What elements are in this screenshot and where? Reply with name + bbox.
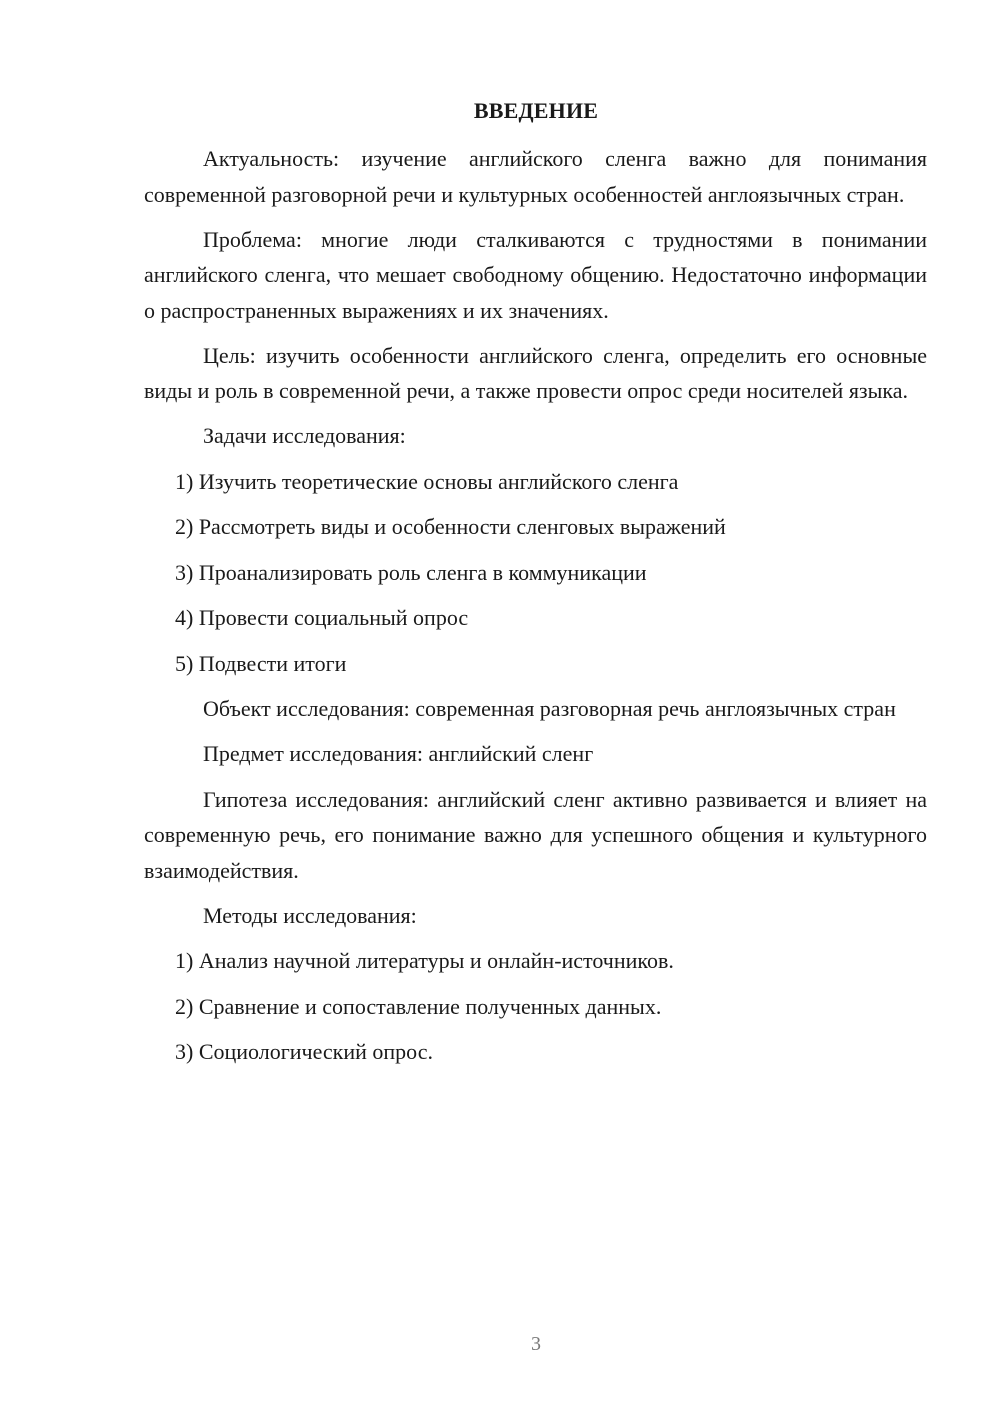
page-title: ВВЕДЕНИЕ	[473, 98, 599, 123]
paragraph-relevance: Актуальность: изучение английского сленга важно для понимания современной разговорной речи и культурных особенностей англоязычных стран.	[144, 146, 927, 207]
task-item-2: 2) Рассмотреть виды и особенности сленговых выражений	[175, 514, 726, 539]
task-item-4: 4) Провести социальный опрос	[175, 605, 469, 630]
methods-heading: Методы исследования:	[203, 902, 417, 928]
paragraph-goal: Цель: изучить особенности английского сленга, определить его основные виды и роль в современной речи, а также провести опрос среди носителей языка.	[144, 342, 927, 403]
page-body	[144, 141, 927, 1080]
paragraph-subject: Предмет исследования: английский сленг	[203, 741, 594, 766]
paragraph-hypothesis: Гипотеза исследования: английский сленг активно развивается и влияет на современную речь, его понимание важно для успешного общения и культурного взаимодействия.	[144, 786, 927, 883]
task-item-5: 5) Подвести итоги	[175, 650, 347, 676]
paragraph-object: Объект исследования: современная разговорная речь англоязычных стран	[203, 696, 896, 721]
task-item-1: 1) Изучить теоретические основы английского сленга	[175, 468, 679, 494]
method-item-2: 2) Сравнение и сопоставление полученных данных.	[175, 993, 662, 1019]
tasks-heading: Задачи исследования:	[203, 423, 406, 448]
task-item-3: 3) Проанализировать роль сленга в коммуникации	[175, 559, 647, 585]
paragraph-problem: Проблема: многие люди сталкиваются с трудностями в понимании английского сленга, что мешает свободному общению. Недостаточно информации о распространенных выражениях и их значениях.	[144, 226, 927, 323]
method-item-3: 3) Социологический опрос.	[175, 1039, 433, 1064]
method-item-1: 1) Анализ научной литературы и онлайн-источников.	[175, 948, 674, 973]
page-number: 3	[531, 1333, 541, 1355]
